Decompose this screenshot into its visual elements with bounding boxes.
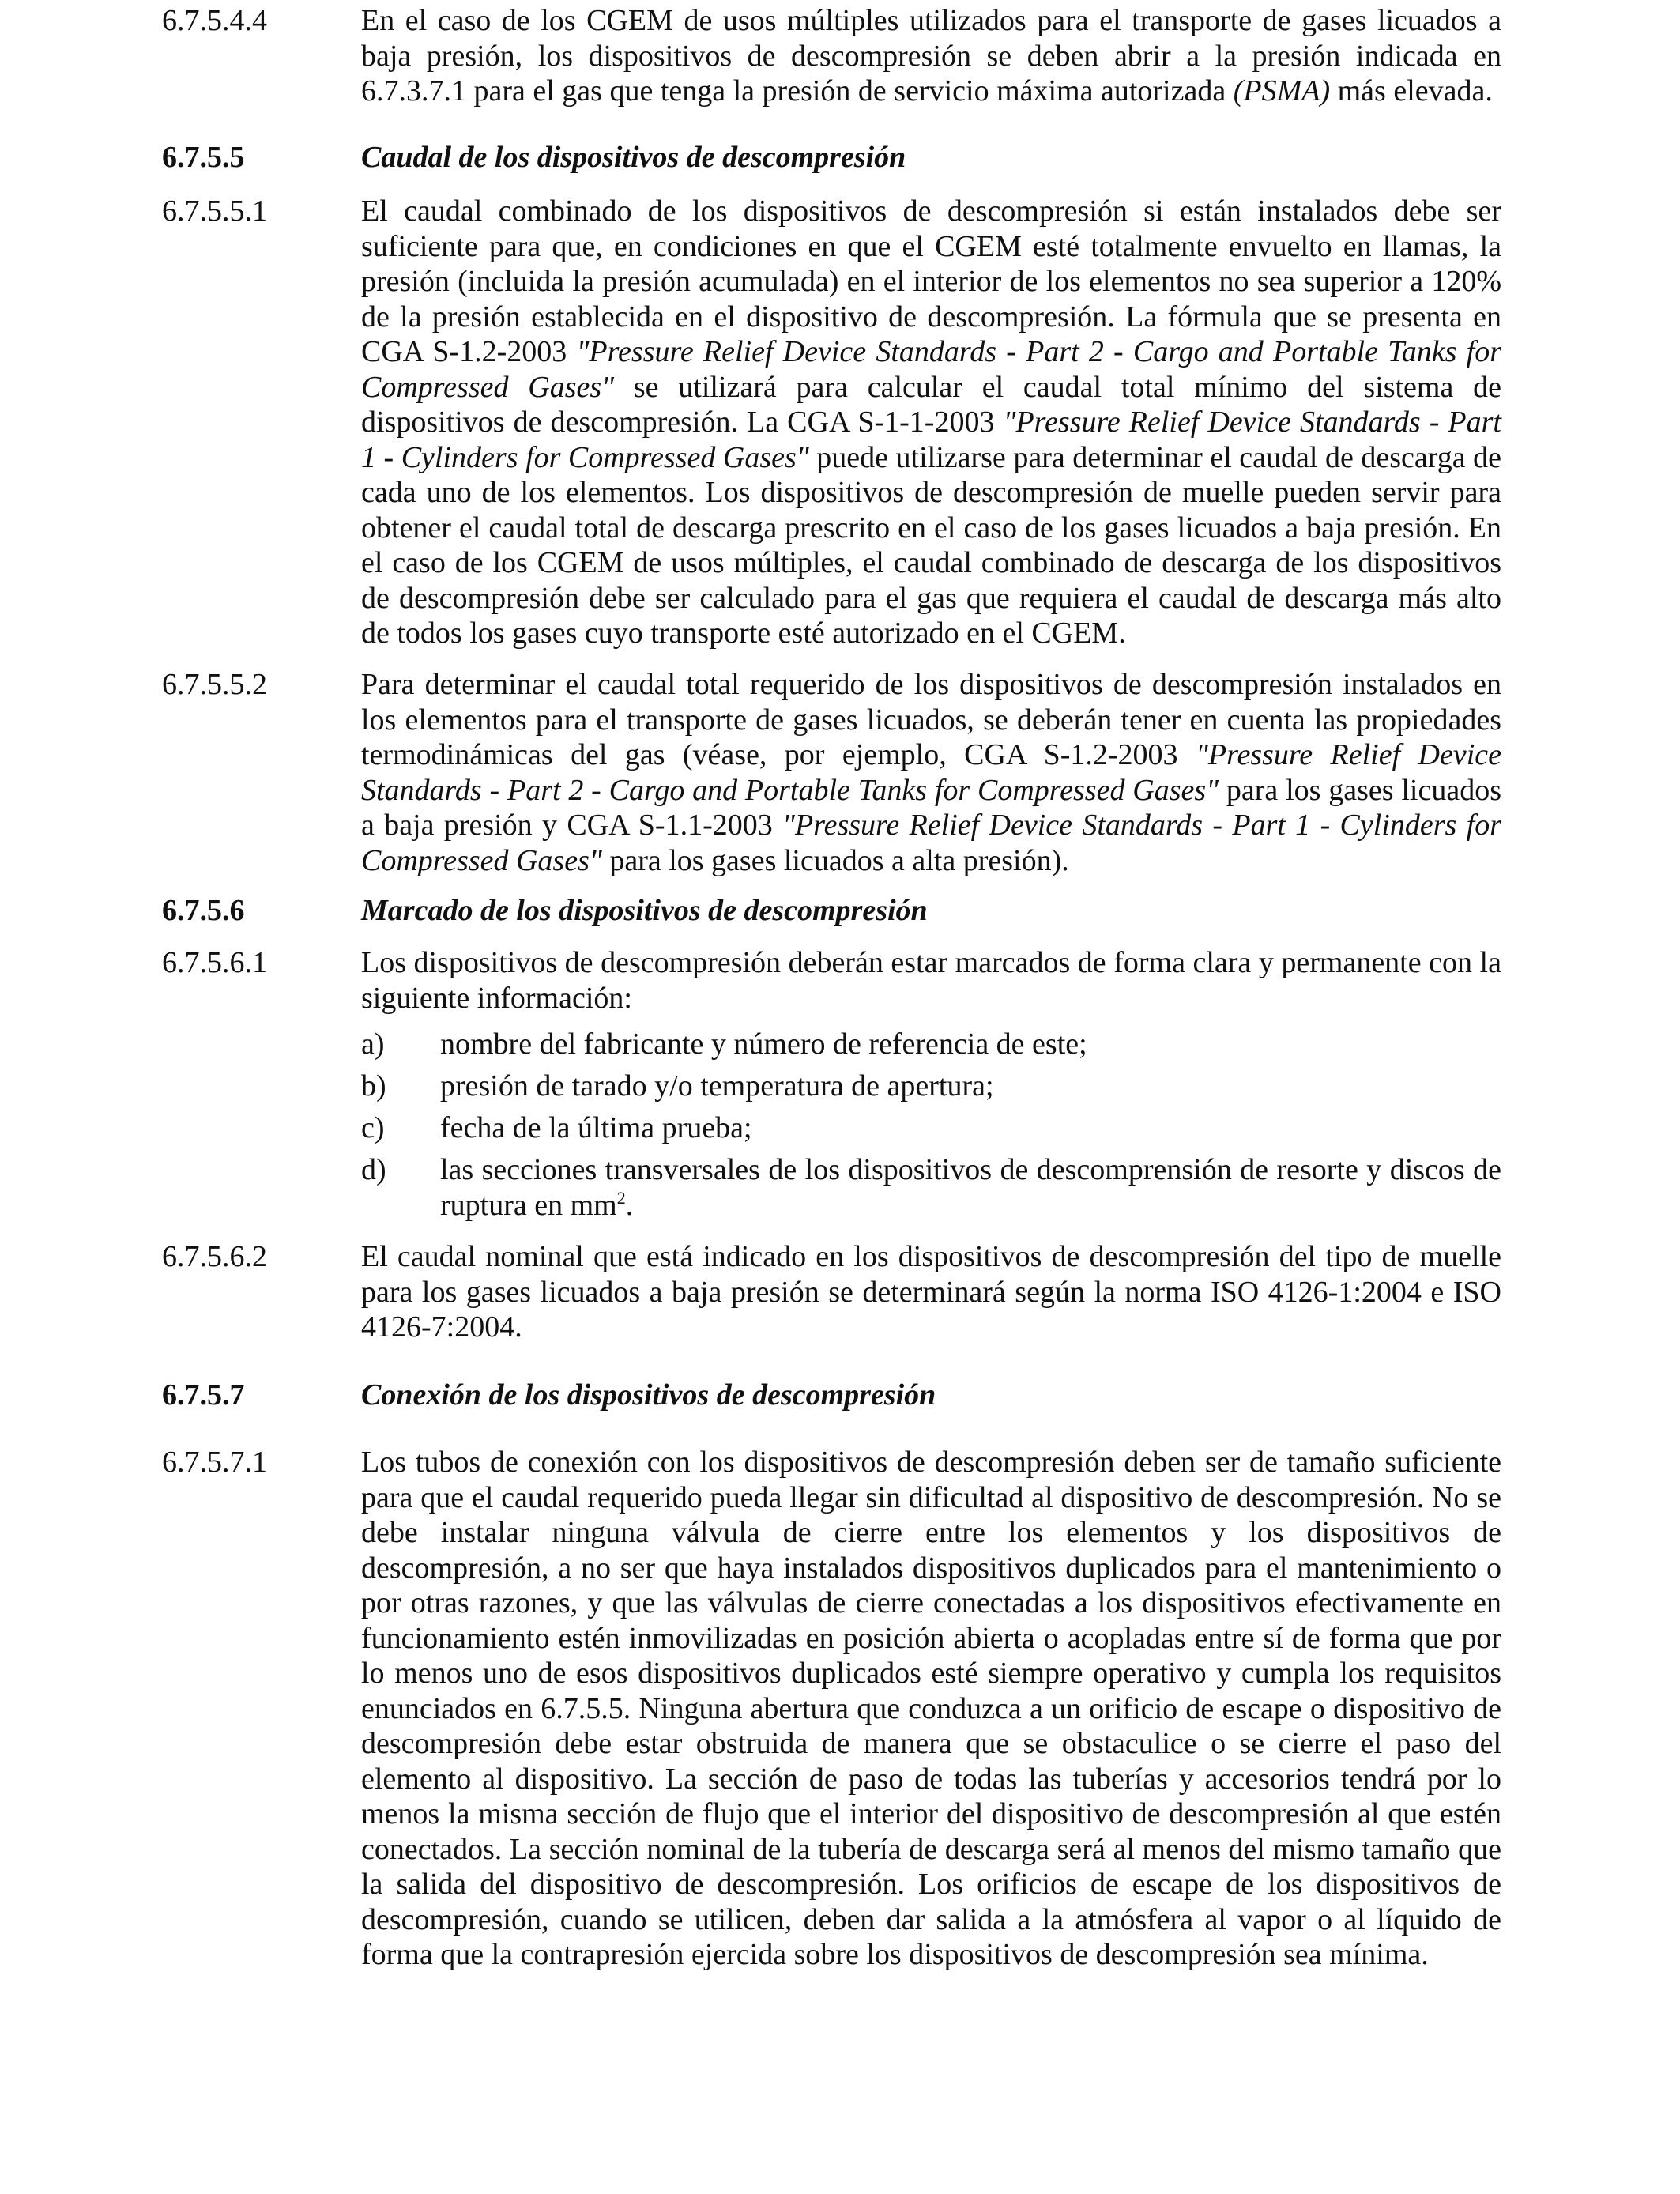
- paragraph-text: Para determinar el caudal total requerido de los dispositivos de descompresión instalados en los elementos para el transporte de gases licuados, se deberán tener en cuenta las propiedades termodinámicas del gas (véase, por ejemplo, CGA S-1.2-2003 "Pressure Relief Device Standards - Part 2 - Cargo and Portable Tanks for Compressed Gases" para los gases licuados a baja presión y CGA S-1.1-2003 "Pressure Relief Device Standards - Part 1 - Cylinders for Compressed Gases" para los gases licuados a alta presión).: [361, 668, 1501, 877]
- paragraph-6.7.5.5.1: [162, 194, 1501, 651]
- paragraph-6.7.5.6.2: [162, 1239, 1501, 1345]
- list-label: d): [361, 1153, 386, 1186]
- paragraph-number: 6.7.5.6.2: [162, 1240, 267, 1273]
- section-heading-6.7.5.6: [162, 893, 1501, 929]
- paragraph-number: 6.7.5.5.1: [162, 194, 267, 228]
- list-text: fecha de la última prueba;: [440, 1111, 752, 1144]
- paragraph-text: El caudal nominal que está indicado en los dispositivos de descompresión del tipo de muelle para los gases licuados a baja presión se determinará según la norma ISO 4126-1:2004 e ISO 4126-7:2004.: [361, 1240, 1501, 1344]
- list-text: presión de tarado y/o temperatura de apertura;: [440, 1069, 994, 1103]
- section-title: Marcado de los dispositivos de descompresión: [361, 894, 928, 927]
- paragraph-6.7.5.6.1: [162, 945, 1501, 1016]
- paragraph-text: El caudal combinado de los dispositivos de descompresión si están instalados debe ser suficiente para que, en condiciones en que el CGEM esté totalmente envuelto en llamas, la presión (incluida la presión acumulada) en el interior de los elementos no sea superior a 120% de la presión establecida en el dispositivo de descompresión. La fórmula que se presenta en CGA S-1.2-2003 "Pressure Relief Device Standards - Part 2 - Cargo and Portable Tanks for Compressed Gases" se utilizará para calcular el caudal total mínimo del sistema de dispositivos de descompresión. La CGA S-1-1-2003 "Pressure Relief Device Standards - Part 1 - Cylinders for Compressed Gases" puede utilizarse para determinar el caudal de descarga de cada uno de los elementos. Los dispositivos de descompresión de muelle pueden servir para obtener el caudal total de descarga prescrito en el caso de los gases licuados a baja presión. En el caso de los CGEM de usos múltiples, el caudal combinado de descarga de los dispositivos de descompresión debe ser calculado para el gas que requiera el caudal de descarga más alto de todos los gases cuyo transporte esté autorizado en el CGEM.: [361, 194, 1502, 650]
- paragraph-6.7.5.5.2: [162, 667, 1501, 878]
- section-title: Conexión de los dispositivos de descompresión: [361, 1378, 936, 1412]
- paragraph-number: 6.7.5.6.1: [162, 946, 267, 979]
- section-title: Caudal de los dispositivos de descompresión: [361, 141, 906, 174]
- paragraph-6.7.5.7.1: [162, 1445, 1501, 1973]
- paragraph-6.7.5.4.4: [162, 3, 1501, 109]
- section-number: 6.7.5.7: [162, 1378, 245, 1412]
- section-heading-6.7.5.5: [162, 140, 1501, 175]
- list-label: c): [361, 1111, 385, 1144]
- list-item: [162, 1069, 1501, 1104]
- list-item: d) las secciones transversales de los dispositivos de descomprensión de resorte y discos de ruptura en $mm^2$.: [361, 1153, 1501, 1222]
- paragraph-number: 6.7.5.4.4: [162, 4, 267, 37]
- list-label: a): [361, 1027, 385, 1061]
- list-item: [162, 1110, 1501, 1146]
- list-text: nombre del fabricante y número de referencia de este;: [440, 1027, 1087, 1061]
- paragraph-text: En el caso de los CGEM de usos múltiples utilizados para el transporte de gases licuados a baja presión, los dispositivos de descompresión se deben abrir a la presión indicada en 6.7.3.7.1 para el gas que tenga la presión de servicio máxima autorizada (PSMA) más elevada.: [361, 4, 1501, 107]
- section-heading-6.7.5.7: [162, 1378, 1501, 1413]
- paragraph-text: Los dispositivos de descompresión deberán estar marcados de forma clara y permanente con la siguiente información:: [361, 946, 1501, 1015]
- superscript: 2: [616, 1187, 626, 1208]
- section-number: 6.7.5.5: [162, 141, 245, 174]
- section-number: 6.7.5.6: [162, 894, 245, 927]
- paragraph-number: 6.7.5.7.1: [162, 1446, 267, 1479]
- paragraph-number: 6.7.5.5.2: [162, 668, 267, 701]
- list-item: [162, 1027, 1501, 1062]
- list-text: las secciones transversales de los dispositivos de descomprensión de resorte y discos de ruptura en mm: [440, 1153, 1501, 1222]
- paragraph-text: Los tubos de conexión con los dispositivos de descompresión deben ser de tamaño suficiente para que el caudal requerido pueda llegar sin dificultad al dispositivo de descompresión. No se debe instalar ninguna válvula de cierre entre los elementos y los dispositivos de descompresión, a no ser que haya instalados dispositivos duplicados para el mantenimiento o por otras razones, y que las válvulas de cierre conectadas a los dispositivos efectivamente en funcionamiento estén inmovilizadas en posición abierta o acopladas entre sí de forma que por lo menos uno de esos dispositivos duplicados esté siempre operativo y cumpla los requisitos enunciados en 6.7.5.5. Ninguna abertura que conduzca a un orificio de escape o dispositivo de descompresión debe estar obstruida de manera que se obstaculice o se cierre el paso del elemento al dispositivo. La sección de paso de todas las tuberías y accesorios tendrá por lo menos la misma sección de flujo que el interior del dispositivo de descompresión al que estén conectados. La sección nominal de la tubería de descarga será al menos del mismo tamaño que la salida del dispositivo de descompresión. Los orificios de escape de los dispositivos de descompresión, cuando se utilicen, deben dar salida a la atmósfera al vapor o al líquido de forma que la contrapresión ejercida sobre los dispositivos de descompresión sea mínima.: [361, 1446, 1501, 1971]
- list-label: b): [361, 1069, 386, 1103]
